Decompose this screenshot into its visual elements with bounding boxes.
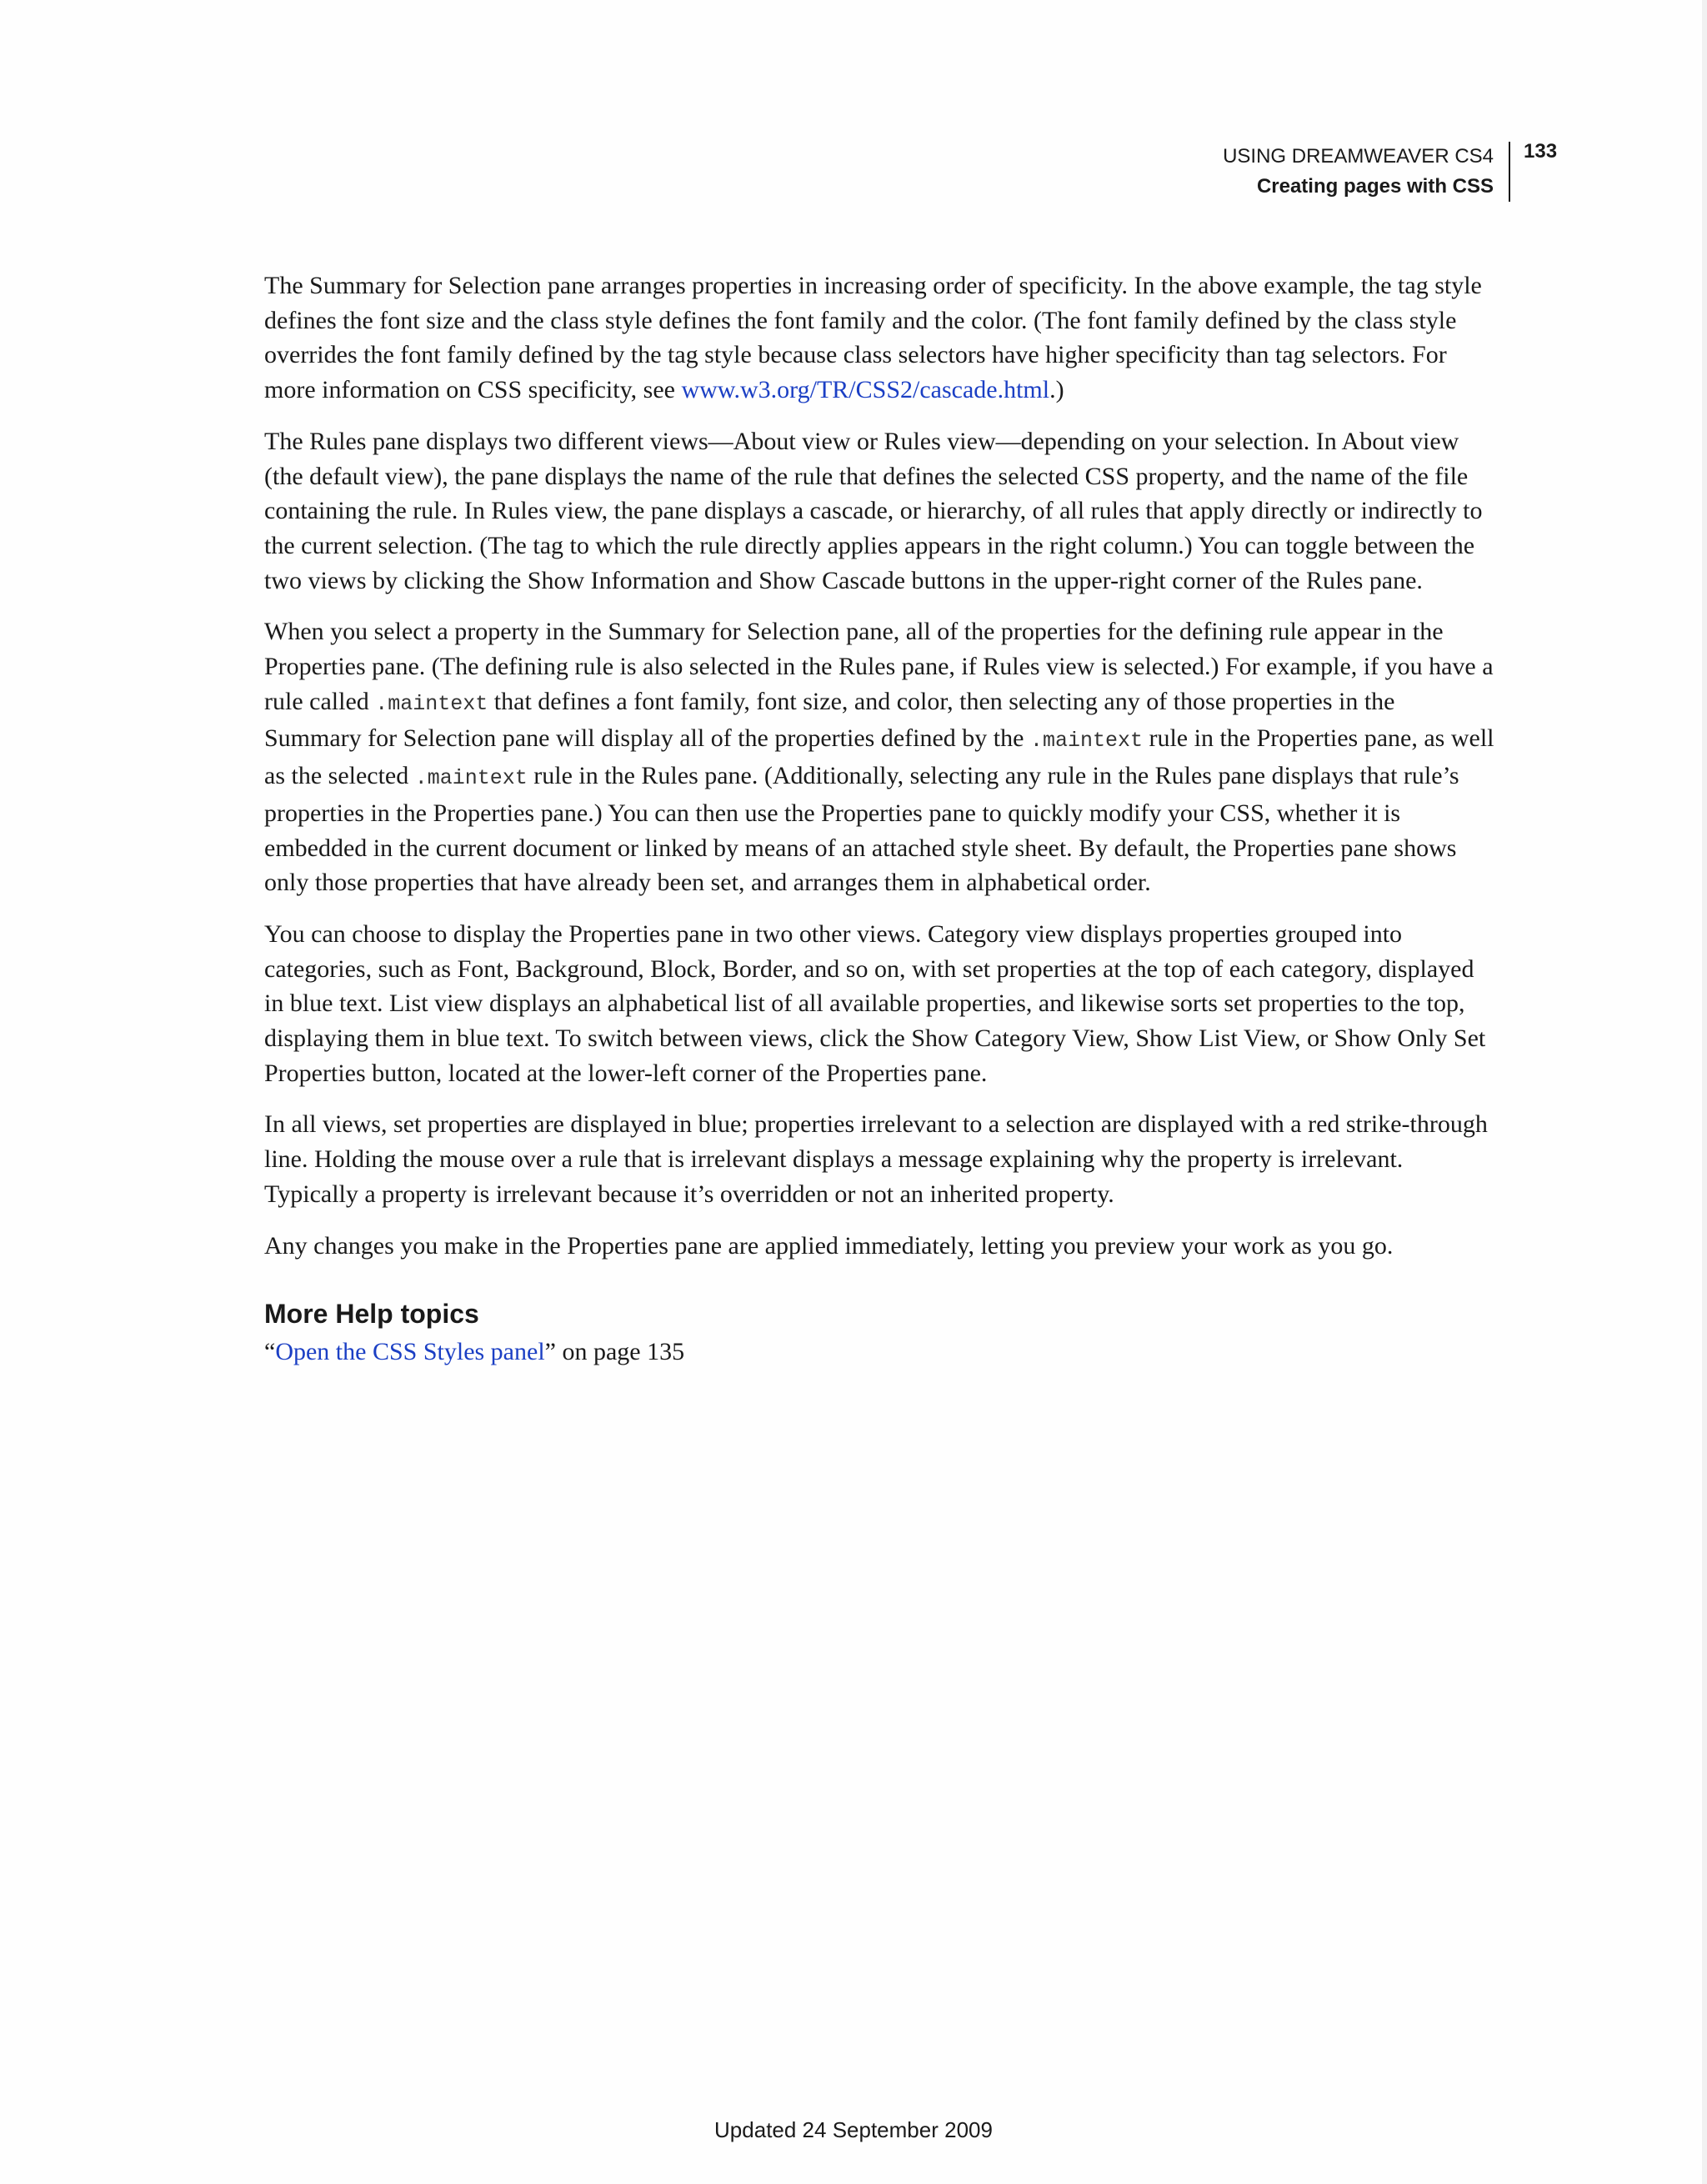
main-content [264,268,1498,1369]
page-reference: on page 135 [555,1338,685,1366]
code-maintext: .maintext [375,691,488,716]
paragraph-properties-pane [264,614,1498,900]
paragraph-text: When you select a property in the Summary for Selection pane, all of the properties for the defining rule appear in the Properties pane. (The defining rule is also selected in the Rules pane, if Rules view is selected.) For example, if you have a rule called [264,618,1494,715]
code-maintext: .maintext [1029,729,1143,754]
close-quote: ” [544,1338,556,1366]
open-css-styles-panel-link[interactable]: Open the CSS Styles panel [275,1338,545,1366]
book-title: USING DREAMWEAVER CS4 [1223,145,1494,168]
code-maintext: .maintext [414,766,528,791]
paragraph-text: that defines a font family, font size, and color, then selecting any of those properties in the Summary for Selection pane will display all of the properties defined by the [264,687,1395,753]
paragraph-summary-for-selection [264,268,1498,408]
paragraph-rules-pane: The Rules pane displays two different views—About view or Rules view—depending on your selection. In About view (the default view), the pane displays the name of the rule that defines the selected CSS property, and the name of the file containing the rule. In Rules view, the pane displays a cascade, or hierarchy, of all rules that apply directly or indirectly to the current selection. (The tag to which the rule directly applies appears in the right column.) You can toggle between the two views by clicking the Show Information and Show Cascade buttons in the upper-right corner of the Rules pane. [264,427,1483,594]
running-head [910,142,1510,202]
footer-updated-date: Updated 24 September 2009 [714,2117,993,2142]
open-quote: “ [264,1338,276,1366]
chapter-title: Creating pages with CSS [1256,175,1494,198]
paragraph-text: rule in the Rules pane. (Additionally, selecting any rule in the Rules pane displays that rule’s properties in the Properties pane.) You can then use the Properties pane to quickly modify your CSS, whether it is embedded in the current document or linked by means of an attached style sheet. By default, the Properties pane shows only those properties that have already been set, and arranges them in alphabetical order. [264,762,1459,897]
page-edge [1702,0,1707,2184]
paragraph-category-view: You can choose to display the Properties pane in two other views. Category view displays properties grouped into categories, such as Font, Background, Block, Border, and so on, with set properties at the top of each category, displayed in blue text. List view displays an alphabetical list of all available properties, and likewise sorts set properties to the top, displaying them in blue text. To switch between views, click the Show Category View, Show List View, or Show Only Set Properties button, located at the lower-left corner of the Properties pane. [264,919,1486,1087]
more-help-heading: More Help topics [264,1299,479,1330]
paragraph-text: The Summary for Selection pane arranges properties in increasing order of specificity. In the above example, the tag style defines the font size and the class style defines the font family and the color. (The font family defined by the class style overrides the font family defined by the tag style because class selectors have higher specificity than tag selectors. For more information on CSS specificity, see [264,272,1482,404]
w3c-cascade-link[interactable]: www.w3.org/TR/CSS2/cascade.html [681,376,1050,404]
paragraph-text: rule in the Properties pane, as well as the selected [264,724,1494,790]
paragraph-text-end: .) [1049,376,1064,404]
paragraph-changes-applied: Any changes you make in the Properties pane are applied immediately, letting you preview your work as you go. [264,1231,1394,1260]
page-number: 133 [1524,140,1558,163]
paragraph-all-views: In all views, set properties are displayed in blue; properties irrelevant to a selection are displayed with a red strike-through line. Holding the mouse over a rule that is irrelevant displays a message explaining why the property is irrelevant. Typically a property is irrelevant because it’s overridden or not an inherited property. [264,1110,1488,1208]
help-topic-item [264,1335,1498,1369]
